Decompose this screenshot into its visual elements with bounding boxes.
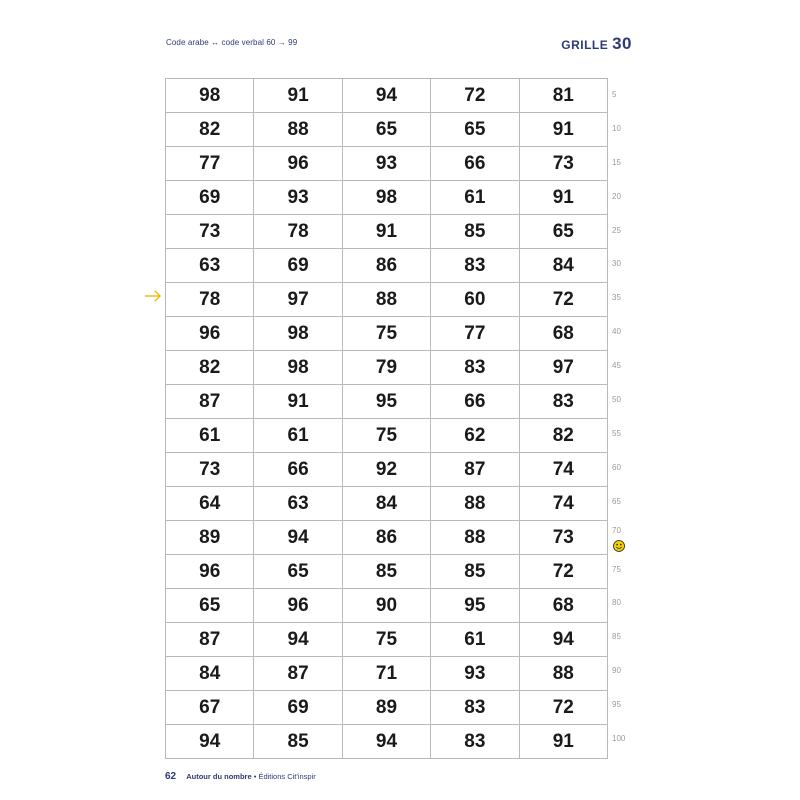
grid-cell: 93 [254,181,342,215]
grid-cell: 75 [342,623,430,657]
grid-cell: 88 [342,283,430,317]
grid-cell: 87 [166,623,254,657]
grid-cell: 62 [431,419,519,453]
row-count-label: 100 [612,734,626,744]
publisher: Éditions Cit'inspir [258,772,316,781]
grid-cell: 96 [166,317,254,351]
row-count-label: 50 [612,395,621,405]
grid-cell: 82 [166,351,254,385]
grid-cell: 75 [342,317,430,351]
grid-cell: 69 [254,249,342,283]
row-count-label: 35 [612,293,621,303]
grid-cell: 98 [254,317,342,351]
table-row [166,657,608,691]
grid-cell: 68 [519,317,607,351]
grid-cell: 93 [342,147,430,181]
grid-cell: 78 [166,283,254,317]
grid-cell: 72 [519,555,607,589]
grid-cell: 84 [342,487,430,521]
grid-cell: 61 [431,181,519,215]
grid-cell: 66 [254,453,342,487]
grid-cell: 86 [342,521,430,555]
number-grid [165,78,608,756]
grid-cell: 83 [431,249,519,283]
grid-cell: 61 [254,419,342,453]
grid-cell: 98 [254,351,342,385]
table-row [166,555,608,589]
row-count-label: 20 [612,191,621,201]
grid-cell: 65 [342,113,430,147]
table-row [166,419,608,453]
grid-cell: 94 [519,623,607,657]
row-count-label: 40 [612,327,621,337]
row-count-label: 30 [612,259,621,269]
grid-cell: 67 [166,691,254,725]
grid-label: GRILLE [561,38,609,52]
grid-cell: 92 [342,453,430,487]
row-count-label: 90 [612,666,621,676]
grid-cell: 85 [431,555,519,589]
row-count-label: 95 [612,700,621,710]
grid-cell: 75 [342,419,430,453]
table-row [166,623,608,657]
grid-cell: 73 [519,521,607,555]
row-count-label: 5 [612,89,617,99]
grid-cell: 91 [519,113,607,147]
table-row [166,521,608,555]
table-row [166,317,608,351]
smiley-icon [613,540,625,552]
grid-cell: 96 [254,147,342,181]
grid-cell: 74 [519,453,607,487]
table-row [166,249,608,283]
grid-cell: 95 [431,589,519,623]
page-subtitle: Code arabe ↔ code verbal 60 → 99 [166,38,298,47]
table-row [166,79,608,113]
grid-cell: 87 [166,385,254,419]
row-count-label: 85 [612,632,621,642]
grid-cell: 79 [342,351,430,385]
row-count-label: 80 [612,598,621,608]
arrow-right-icon [144,289,162,303]
grid-cell: 72 [431,79,519,113]
grid-cell: 65 [166,589,254,623]
grid-cell: 91 [342,215,430,249]
grid-cell: 88 [519,657,607,691]
grid-cell: 88 [431,487,519,521]
grid-cell: 87 [431,453,519,487]
grid-cell: 83 [431,351,519,385]
grid-cell: 82 [519,419,607,453]
row-count-label: 45 [612,361,621,371]
grid-cell: 94 [254,623,342,657]
grid-cell: 94 [166,725,254,759]
grid-cell: 85 [254,725,342,759]
grid-cell: 96 [254,589,342,623]
grid-cell: 61 [431,623,519,657]
grid-cell: 88 [431,521,519,555]
grid-cell: 94 [342,79,430,113]
grid-cell: 85 [342,555,430,589]
row-count-label: 25 [612,225,621,235]
grid-cell: 84 [166,657,254,691]
row-count-label: 60 [612,462,621,472]
grid-cell: 73 [166,453,254,487]
grid-cell: 73 [166,215,254,249]
grid-cell: 63 [254,487,342,521]
grid-cell: 63 [166,249,254,283]
grid-cell: 85 [431,215,519,249]
grid-cell: 84 [519,249,607,283]
row-count-label: 70 [612,525,621,535]
grid-cell: 68 [519,589,607,623]
grid-cell: 61 [166,419,254,453]
grid-cell: 73 [519,147,607,181]
grid-cell: 88 [254,113,342,147]
grid-cell: 94 [342,725,430,759]
grid-cell: 96 [166,555,254,589]
table-row [166,589,608,623]
grid-cell: 65 [519,215,607,249]
row-count-label: 10 [612,123,621,133]
grid-cell: 98 [342,181,430,215]
table-row [166,487,608,521]
grid-cell: 74 [519,487,607,521]
row-count-label: 55 [612,428,621,438]
grid-cell: 98 [166,79,254,113]
row-count-label: 75 [612,564,621,574]
table-row [166,351,608,385]
table-row [166,283,608,317]
grid-number: 30 [612,34,632,53]
page-number: 62 [165,771,177,782]
grid-cell: 69 [166,181,254,215]
grid-cell: 72 [519,691,607,725]
grid-cell: 91 [519,181,607,215]
table-row [166,725,608,759]
grid-cell: 87 [254,657,342,691]
grid-cell: 95 [342,385,430,419]
table-row [166,385,608,419]
grid-cell: 91 [519,725,607,759]
footer-separator: • [251,772,259,781]
row-count-label: 65 [612,496,621,506]
grid-cell: 89 [342,691,430,725]
table-row [166,215,608,249]
table-row [166,113,608,147]
grid-cell: 66 [431,385,519,419]
grid-cell: 91 [254,79,342,113]
grid-cell: 94 [254,521,342,555]
grid-cell: 91 [254,385,342,419]
grid-cell: 89 [166,521,254,555]
grid-cell: 77 [431,317,519,351]
number-table [165,78,608,759]
grid-cell: 82 [166,113,254,147]
grid-cell: 60 [431,283,519,317]
grid-cell: 78 [254,215,342,249]
grid-cell: 69 [254,691,342,725]
grid-cell: 77 [166,147,254,181]
grid-cell: 86 [342,249,430,283]
table-row [166,691,608,725]
grid-cell: 93 [431,657,519,691]
grid-title [561,34,632,54]
grid-cell: 66 [431,147,519,181]
grid-cell: 71 [342,657,430,691]
book-title: Autour du nombre [186,772,252,781]
row-count-column [612,78,632,756]
grid-cell: 65 [254,555,342,589]
grid-cell: 64 [166,487,254,521]
grid-cell: 90 [342,589,430,623]
row-count-label: 15 [612,157,621,167]
table-row [166,453,608,487]
grid-cell: 83 [431,725,519,759]
footer [165,771,316,782]
grid-cell: 72 [519,283,607,317]
grid-cell: 83 [519,385,607,419]
table-row [166,181,608,215]
grid-cell: 81 [519,79,607,113]
grid-cell: 97 [519,351,607,385]
grid-cell: 65 [431,113,519,147]
table-row [166,147,608,181]
grid-cell: 97 [254,283,342,317]
grid-cell: 83 [431,691,519,725]
